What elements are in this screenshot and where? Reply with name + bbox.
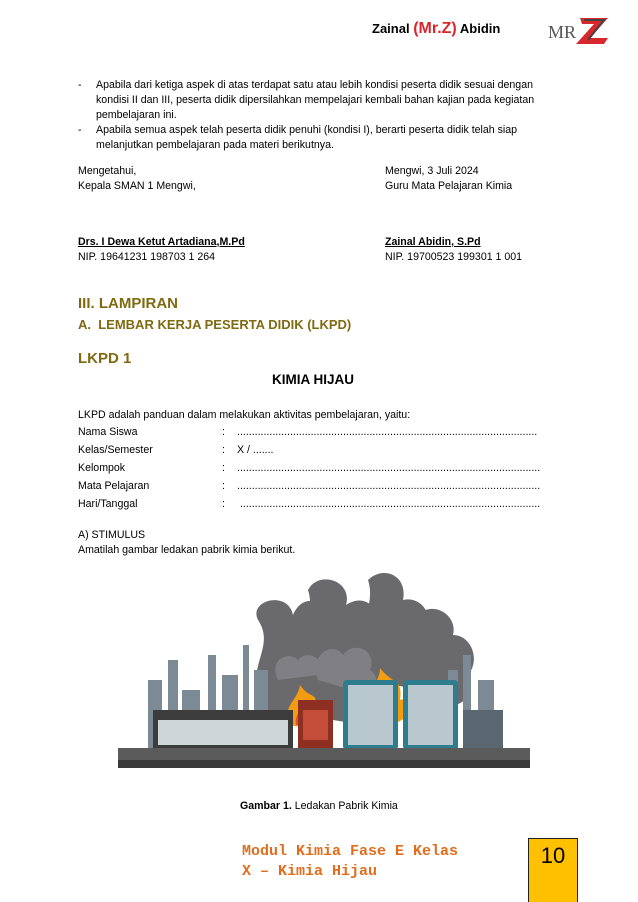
figure-caption (240, 800, 398, 812)
form-label: Kelas/Semester (78, 444, 153, 456)
sig-left-line1: Mengetahui, (78, 165, 137, 177)
header-author (372, 20, 500, 38)
figure-caption-label: Gambar 1. (240, 800, 292, 812)
bullet-dash: - (78, 79, 82, 91)
sig-right-nip: NIP. 19700523 199301 1 001 (385, 251, 523, 263)
author-nickname: (Mr.Z) (413, 20, 457, 37)
section-heading: III. LAMPIRAN (78, 295, 178, 312)
bullet-item (78, 78, 548, 123)
mr-z-logo-icon (546, 12, 612, 46)
form-colon: : (222, 480, 225, 492)
sig-left-name: Drs. I Dewa Ketut Artadiana,M.Pd (78, 236, 245, 248)
signature-left-name-block (78, 235, 245, 265)
lkpd-intro: LKPD adalah panduan dalam melakukan aktivitas pembelajaran, yaitu: (78, 409, 411, 421)
bullet-dash: - (78, 124, 82, 136)
sig-right-name: Zainal Abidin, S.Pd (385, 236, 481, 248)
stimulus-heading: A) STIMULUS (78, 529, 146, 541)
signature-right-name-block (385, 235, 522, 265)
form-blank[interactable]: ....................................................................................................... (237, 462, 541, 474)
signature-left (78, 164, 196, 194)
lkpd-title: KIMIA HIJAU (272, 372, 355, 387)
footer-line1: Modul Kimia Fase E Kelas (242, 843, 459, 860)
factory-explosion-illustration (118, 560, 530, 792)
footer-line2: X – Kimia Hijau (242, 863, 378, 880)
form-blank[interactable]: ...................................................................................................... (237, 426, 538, 438)
svg-text:MR: MR (548, 22, 577, 42)
author-first-name: Zainal (372, 21, 410, 36)
signature-right (385, 164, 512, 194)
form-colon: : (222, 426, 225, 438)
figure-caption-text: Ledakan Pabrik Kimia (291, 800, 398, 812)
author-last-name: Abidin (459, 21, 501, 36)
lkpd-label: LKPD 1 (78, 350, 132, 367)
page-number-box (528, 838, 578, 902)
form-label: Kelompok (78, 462, 126, 474)
form-colon: : (222, 462, 225, 474)
page-number: 10 (540, 843, 566, 868)
section-subheading: A. LEMBAR KERJA PESERTA DIDIK (LKPD) (78, 317, 352, 332)
footer-module-title (242, 842, 458, 882)
form-label: Hari/Tanggal (78, 498, 138, 510)
bullet-item (78, 123, 548, 153)
bullet-text: Apabila semua aspek telah peserta didik penuhi (kondisi I), berarti peserta didik telah siap melanjutkan pembelajaran pada materi berikutnya. (96, 124, 518, 151)
stimulus-instruction: Amatilah gambar ledakan pabrik kimia berikut. (78, 544, 296, 556)
form-label: Nama Siswa (78, 426, 138, 438)
sig-right-line2: Guru Mata Pelajaran Kimia (385, 180, 513, 192)
sig-left-line2: Kepala SMAN 1 Mengwi, (78, 180, 196, 192)
form-colon: : (222, 498, 225, 510)
bullet-text: Apabila dari ketiga aspek di atas terdapat satu atau lebih kondisi peserta didik sesuai dengan kondisi II dan III, peserta didik dipersilahkan mempelajari kembali bahan kajian pada kegiatan pembelajaran ini. (96, 79, 535, 121)
sig-right-line1: Mengwi, 3 Juli 2024 (385, 165, 479, 177)
form-blank[interactable]: ....................................................................................................... (237, 480, 541, 492)
sig-left-nip: NIP. 19641231 198703 1 264 (78, 251, 216, 263)
form-blank[interactable]: ...................................................................................................... (237, 498, 541, 510)
form-label: Mata Pelajaran (78, 480, 150, 492)
form-colon: : (222, 444, 225, 456)
form-blank[interactable]: X / ....... (237, 444, 274, 456)
